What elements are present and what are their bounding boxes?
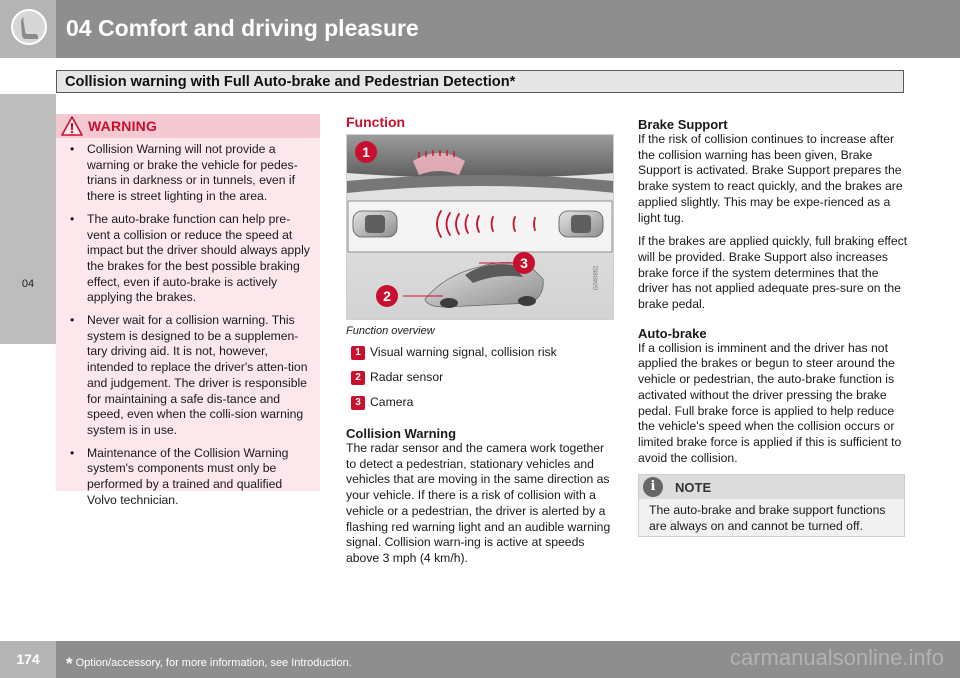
figure-caption: Function overview bbox=[346, 325, 435, 337]
note-header bbox=[639, 475, 904, 499]
warning-box bbox=[56, 114, 320, 507]
warning-triangle-icon bbox=[60, 115, 84, 137]
footnote-text: Option/accessory, for more information, see Introduction. bbox=[75, 657, 352, 669]
function-title: Function bbox=[346, 114, 406, 130]
chapter-title: 04 Comfort and driving pleasure bbox=[66, 15, 419, 41]
footnote bbox=[66, 651, 352, 671]
note-title: NOTE bbox=[675, 480, 712, 495]
warning-header bbox=[56, 114, 320, 138]
brake-support-heading: Brake Support bbox=[638, 117, 728, 132]
function-figure bbox=[346, 134, 614, 320]
figure-code: G040862 bbox=[593, 265, 600, 291]
brake-support-text-2: If the brakes are applied quickly, full braking effect will be provided. Brake Support also increases brake force if the system determines that the driver has not applied adequate pres-sure on the brake pedal. bbox=[638, 234, 908, 312]
warning-item-text: Collision Warning will not provide a warning or brake the vehicle for pedes-trians in darkness or in tunnels, even if there is street lighting in the area. bbox=[87, 142, 298, 204]
section-title: Collision warning with Full Auto-brake and Pedestrian Detection* bbox=[65, 74, 516, 90]
chapter-badge bbox=[0, 0, 56, 58]
warning-item-text: Maintenance of the Collision Warning system's components must only be performed by a trained and qualified Volvo technician. bbox=[87, 445, 289, 507]
section-title-box bbox=[56, 70, 904, 93]
warning-item bbox=[56, 446, 320, 509]
page-footer bbox=[0, 641, 960, 678]
warning-item-text: Never wait for a collision warning. This system is designed to be a supplemen-tary driving aid. It is not, however, intended to replace the driver's atten-tion and judgement. The driver is responsible for maintaining a safe dis-tance and speed, even when the colli-sion warning system is in use. bbox=[87, 313, 308, 437]
warning-item bbox=[56, 142, 320, 205]
auto-brake-text: If a collision is imminent and the driver has not applied the brakes or begun to steer around the vehicle or pedestrian, the auto-brake function is activated without the driver pressing the brake pedal. Full brake force is applied to help reduce the vehicle's speed when the collision occurs or limited brake force is applied if this is sufficient to avoid the collision. bbox=[638, 340, 902, 465]
figure-number-1: 1 bbox=[362, 144, 370, 160]
chapter-side-tab bbox=[0, 94, 56, 344]
legend-number: 2 bbox=[351, 371, 365, 385]
chapter-header bbox=[0, 0, 960, 58]
bullet: • bbox=[70, 142, 75, 156]
warning-list bbox=[56, 142, 320, 515]
figure-number-2: 2 bbox=[383, 288, 391, 304]
bullet: • bbox=[70, 445, 75, 460]
function-illustration bbox=[347, 135, 614, 320]
legend-item bbox=[346, 343, 616, 368]
chapter-tab-label: 04 bbox=[21, 278, 35, 290]
collision-warning-text: The radar sensor and the camera work together to detect a pedestrian, stationary vehicles and vehicles that are moving in the same direction as your vehicle. If there is a risk of collision with a vehicle or a pedestrian, the driver is alerted by a flashing red warning light and an audible warning signal. Collision warn-ing is active at speeds above 3 mph (4 km/h). bbox=[346, 441, 611, 565]
legend-label: Visual warning signal, collision risk bbox=[370, 345, 557, 359]
legend-number: 3 bbox=[351, 396, 365, 410]
note-text: The auto-brake and brake support functions are always on and cannot be turned off. bbox=[649, 503, 886, 533]
warning-item bbox=[56, 212, 320, 306]
auto-brake-heading: Auto-brake bbox=[638, 325, 707, 341]
legend-number: 1 bbox=[351, 346, 365, 360]
figure-number-3: 3 bbox=[520, 255, 528, 271]
watermark: carmanualsonline.info bbox=[729, 645, 944, 670]
bullet: • bbox=[70, 313, 75, 328]
bullet: • bbox=[70, 211, 75, 226]
brake-column bbox=[638, 117, 908, 466]
info-icon: i bbox=[643, 477, 663, 497]
warning-item bbox=[56, 313, 320, 439]
function-column bbox=[346, 114, 616, 567]
note-box bbox=[638, 474, 905, 537]
warning-item-text: The auto-brake function can help pre-vent a collision or reduce the speed at impact but the driver should always apply the brakes for the best possible braking effect, even if auto-brake is actively applying the brakes. bbox=[87, 211, 310, 305]
legend-label: Radar sensor bbox=[370, 370, 444, 384]
collision-warning-heading: Collision Warning bbox=[346, 426, 457, 441]
warning-title: WARNING bbox=[88, 118, 158, 134]
seat-icon bbox=[11, 9, 47, 45]
page-number: 174 bbox=[0, 641, 56, 678]
legend-label: Camera bbox=[370, 395, 414, 409]
brake-support-text: If the risk of collision continues to increase after the collision warning has been given, Brake Support is activated. Brake Support prepares the brake system to react quickly, and the brakes are applied slightly. This may be expe-rienced as a light tug. bbox=[638, 132, 903, 225]
legend-item bbox=[346, 393, 616, 418]
footnote-star: * bbox=[66, 654, 73, 673]
legend-item bbox=[346, 368, 616, 393]
